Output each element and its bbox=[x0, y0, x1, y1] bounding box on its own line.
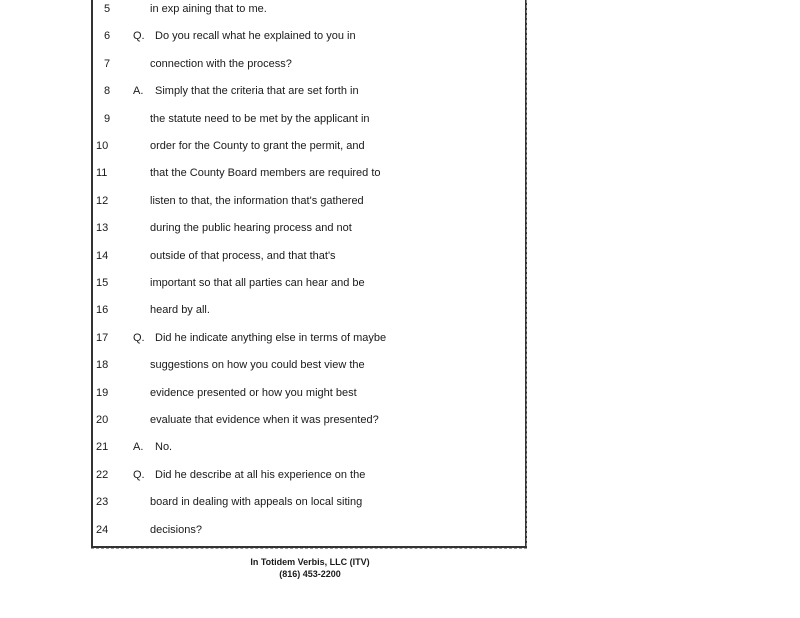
footer-company: In Totidem Verbis, LLC (ITV) bbox=[250, 557, 370, 567]
line-text: decisions? bbox=[150, 523, 202, 536]
transcript-line bbox=[0, 26, 800, 46]
line-number: 13 bbox=[96, 222, 109, 235]
transcript-line bbox=[0, 383, 800, 403]
line-text: order for the County to grant the permit, and bbox=[150, 140, 365, 152]
line-number: 8 bbox=[104, 85, 111, 98]
line-number: 15 bbox=[96, 277, 109, 289]
line-number: 5 bbox=[104, 3, 111, 15]
transcript-line bbox=[0, 465, 800, 485]
line-text: important so that all parties can hear and be bbox=[150, 277, 365, 289]
line-text: in exp aining that to me. bbox=[150, 3, 267, 15]
line-number: 20 bbox=[96, 414, 109, 426]
transcript-line bbox=[0, 300, 800, 320]
line-text: Did he describe at all his experience on the bbox=[155, 468, 366, 481]
line-text: Did he indicate anything else in terms of maybe bbox=[155, 331, 387, 344]
line-number: 17 bbox=[96, 331, 109, 344]
line-number: 10 bbox=[96, 140, 109, 152]
line-text: suggestions on how you could best view the bbox=[150, 359, 365, 372]
transcript-line bbox=[0, 136, 800, 156]
transcript-line bbox=[0, 191, 800, 211]
transcript-line bbox=[0, 520, 800, 540]
line-number: 9 bbox=[104, 112, 111, 125]
transcript-line bbox=[0, 410, 800, 430]
line-text: outside of that process, and that that's bbox=[150, 249, 336, 262]
transcript-line bbox=[0, 437, 800, 457]
transcript-line bbox=[0, 492, 800, 512]
speaker-label: Q. bbox=[133, 468, 145, 481]
line-text: Simply that the criteria that are set forth in bbox=[155, 85, 359, 98]
line-number: 19 bbox=[96, 386, 109, 399]
line-text: the statute need to be met by the applicant in bbox=[150, 112, 370, 125]
line-number: 23 bbox=[96, 496, 109, 509]
transcript-line bbox=[0, 109, 800, 129]
line-number: 11 bbox=[96, 167, 108, 180]
transcript-footer bbox=[200, 556, 420, 580]
speaker-label: Q. bbox=[133, 30, 145, 43]
line-text: heard by all. bbox=[150, 304, 210, 317]
footer-phone: (816) 453-2200 bbox=[279, 569, 341, 579]
line-number: 7 bbox=[104, 57, 111, 70]
line-text: during the public hearing process and not bbox=[150, 222, 352, 235]
speaker-label: Q. bbox=[133, 331, 145, 344]
transcript-line bbox=[0, 355, 800, 375]
transcript-line bbox=[0, 246, 800, 266]
transcript-line bbox=[0, 0, 800, 19]
line-text: connection with the process? bbox=[150, 57, 292, 70]
line-number: 16 bbox=[96, 304, 109, 317]
line-text: No. bbox=[155, 441, 173, 454]
transcript-line bbox=[0, 328, 800, 348]
line-number: 18 bbox=[96, 359, 109, 372]
line-text: that the County Board members are required to bbox=[150, 167, 381, 180]
line-text: evidence presented or how you might best bbox=[150, 386, 357, 399]
speaker-label: A. bbox=[133, 441, 144, 454]
transcript-line bbox=[0, 54, 800, 74]
transcript-line bbox=[0, 163, 800, 183]
line-number: 14 bbox=[96, 249, 109, 262]
line-number: 6 bbox=[104, 30, 111, 43]
transcript-line bbox=[0, 81, 800, 101]
line-text: board in dealing with appeals on local siting bbox=[150, 496, 363, 509]
line-text: evaluate that evidence when it was presented? bbox=[150, 414, 379, 426]
transcript-line bbox=[0, 273, 800, 293]
line-number: 22 bbox=[96, 468, 109, 481]
line-text: Do you recall what he explained to you in bbox=[155, 30, 356, 43]
line-text: listen to that, the information that's gathered bbox=[150, 194, 364, 207]
line-number: 24 bbox=[96, 523, 109, 536]
line-number: 21 bbox=[96, 441, 109, 454]
speaker-label: A. bbox=[133, 85, 144, 98]
page-bottom-edge bbox=[91, 548, 527, 549]
line-number: 12 bbox=[96, 194, 109, 207]
transcript-line bbox=[0, 218, 800, 238]
